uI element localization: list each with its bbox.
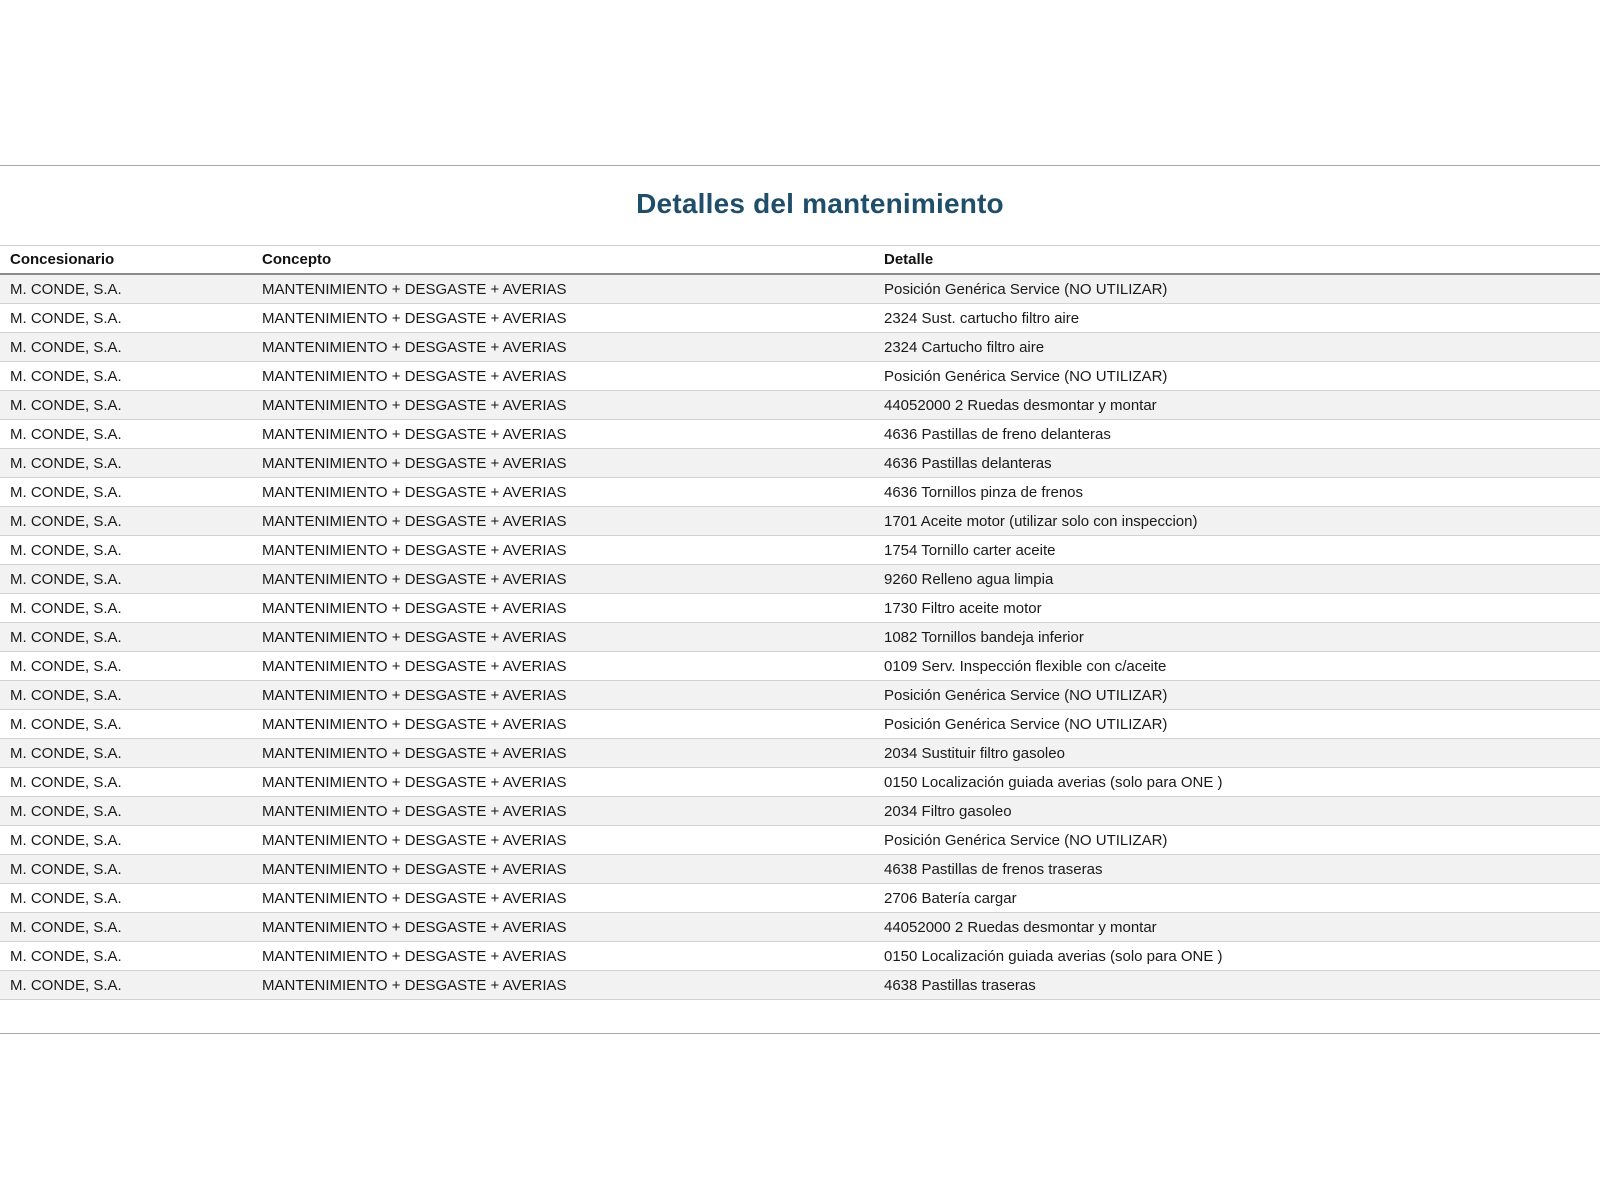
cell-detalle: 0150 Localización guiada averias (solo para ONE ) (874, 768, 1600, 797)
cell-concepto: MANTENIMIENTO + DESGASTE + AVERIAS (252, 391, 874, 420)
column-header-detalle: Detalle (874, 246, 1600, 275)
cell-concesionario: M. CONDE, S.A. (0, 420, 252, 449)
column-header-concesionario: Concesionario (0, 246, 252, 275)
table-row (0, 304, 1600, 333)
cell-concesionario: M. CONDE, S.A. (0, 652, 252, 681)
cell-detalle: 2324 Sust. cartucho filtro aire (874, 304, 1600, 333)
table-row (0, 768, 1600, 797)
cell-concesionario: M. CONDE, S.A. (0, 913, 252, 942)
cell-concepto: MANTENIMIENTO + DESGASTE + AVERIAS (252, 797, 874, 826)
cell-detalle: Posición Genérica Service (NO UTILIZAR) (874, 362, 1600, 391)
cell-concesionario: M. CONDE, S.A. (0, 681, 252, 710)
cell-detalle: Posición Genérica Service (NO UTILIZAR) (874, 826, 1600, 855)
cell-concesionario: M. CONDE, S.A. (0, 884, 252, 913)
cell-concepto: MANTENIMIENTO + DESGASTE + AVERIAS (252, 739, 874, 768)
cell-concesionario: M. CONDE, S.A. (0, 507, 252, 536)
cell-concesionario: M. CONDE, S.A. (0, 333, 252, 362)
cell-detalle: 44052000 2 Ruedas desmontar y montar (874, 391, 1600, 420)
table-row (0, 420, 1600, 449)
cell-concesionario: M. CONDE, S.A. (0, 594, 252, 623)
table-row (0, 797, 1600, 826)
cell-concesionario: M. CONDE, S.A. (0, 274, 252, 304)
table-row (0, 536, 1600, 565)
cell-detalle: 2706 Batería cargar (874, 884, 1600, 913)
cell-detalle: 1754 Tornillo carter aceite (874, 536, 1600, 565)
table-row (0, 449, 1600, 478)
cell-concepto: MANTENIMIENTO + DESGASTE + AVERIAS (252, 710, 874, 739)
cell-concesionario: M. CONDE, S.A. (0, 449, 252, 478)
cell-concepto: MANTENIMIENTO + DESGASTE + AVERIAS (252, 362, 874, 391)
cell-concepto: MANTENIMIENTO + DESGASTE + AVERIAS (252, 971, 874, 1000)
cell-concesionario: M. CONDE, S.A. (0, 536, 252, 565)
table-row (0, 274, 1600, 304)
cell-concesionario: M. CONDE, S.A. (0, 391, 252, 420)
table-row (0, 884, 1600, 913)
cell-concesionario: M. CONDE, S.A. (0, 942, 252, 971)
table-row (0, 855, 1600, 884)
cell-concesionario: M. CONDE, S.A. (0, 710, 252, 739)
cell-concepto: MANTENIMIENTO + DESGASTE + AVERIAS (252, 768, 874, 797)
cell-detalle: Posición Genérica Service (NO UTILIZAR) (874, 710, 1600, 739)
table-row (0, 652, 1600, 681)
cell-detalle: 44052000 2 Ruedas desmontar y montar (874, 913, 1600, 942)
cell-detalle: 0150 Localización guiada averias (solo para ONE ) (874, 942, 1600, 971)
cell-detalle: 4636 Pastillas de freno delanteras (874, 420, 1600, 449)
cell-detalle: 0109 Serv. Inspección flexible con c/aceite (874, 652, 1600, 681)
cell-concesionario: M. CONDE, S.A. (0, 304, 252, 333)
cell-concepto: MANTENIMIENTO + DESGASTE + AVERIAS (252, 594, 874, 623)
cell-concepto: MANTENIMIENTO + DESGASTE + AVERIAS (252, 449, 874, 478)
cell-detalle: Posición Genérica Service (NO UTILIZAR) (874, 681, 1600, 710)
cell-concesionario: M. CONDE, S.A. (0, 855, 252, 884)
cell-concepto: MANTENIMIENTO + DESGASTE + AVERIAS (252, 536, 874, 565)
table-row (0, 681, 1600, 710)
cell-concepto: MANTENIMIENTO + DESGASTE + AVERIAS (252, 884, 874, 913)
cell-detalle: 4636 Pastillas delanteras (874, 449, 1600, 478)
cell-concesionario: M. CONDE, S.A. (0, 623, 252, 652)
table-row (0, 623, 1600, 652)
table-row (0, 826, 1600, 855)
table-row (0, 478, 1600, 507)
table-row (0, 507, 1600, 536)
table-row (0, 710, 1600, 739)
cell-detalle: 1730 Filtro aceite motor (874, 594, 1600, 623)
table-body (0, 274, 1600, 1000)
table-row (0, 362, 1600, 391)
cell-concepto: MANTENIMIENTO + DESGASTE + AVERIAS (252, 855, 874, 884)
cell-concepto: MANTENIMIENTO + DESGASTE + AVERIAS (252, 304, 874, 333)
table-row (0, 391, 1600, 420)
cell-concesionario: M. CONDE, S.A. (0, 565, 252, 594)
table-row (0, 942, 1600, 971)
cell-detalle: 4638 Pastillas de frenos traseras (874, 855, 1600, 884)
table-row (0, 971, 1600, 1000)
table-row (0, 333, 1600, 362)
table-row (0, 594, 1600, 623)
cell-concepto: MANTENIMIENTO + DESGASTE + AVERIAS (252, 507, 874, 536)
cell-concepto: MANTENIMIENTO + DESGASTE + AVERIAS (252, 565, 874, 594)
table-header-row (0, 246, 1600, 275)
cell-concesionario: M. CONDE, S.A. (0, 768, 252, 797)
cell-concepto: MANTENIMIENTO + DESGASTE + AVERIAS (252, 652, 874, 681)
table-row (0, 913, 1600, 942)
cell-concesionario: M. CONDE, S.A. (0, 826, 252, 855)
cell-detalle: 2034 Sustituir filtro gasoleo (874, 739, 1600, 768)
cell-concesionario: M. CONDE, S.A. (0, 739, 252, 768)
cell-concepto: MANTENIMIENTO + DESGASTE + AVERIAS (252, 826, 874, 855)
cell-detalle: 1082 Tornillos bandeja inferior (874, 623, 1600, 652)
cell-concesionario: M. CONDE, S.A. (0, 797, 252, 826)
cell-concesionario: M. CONDE, S.A. (0, 971, 252, 1000)
cell-detalle: 2034 Filtro gasoleo (874, 797, 1600, 826)
table-row (0, 565, 1600, 594)
cell-concesionario: M. CONDE, S.A. (0, 478, 252, 507)
cell-concepto: MANTENIMIENTO + DESGASTE + AVERIAS (252, 942, 874, 971)
cell-detalle: 2324 Cartucho filtro aire (874, 333, 1600, 362)
cell-detalle: 9260 Relleno agua limpia (874, 565, 1600, 594)
top-divider (0, 165, 1600, 166)
cell-concepto: MANTENIMIENTO + DESGASTE + AVERIAS (252, 274, 874, 304)
column-header-concepto: Concepto (252, 246, 874, 275)
cell-concepto: MANTENIMIENTO + DESGASTE + AVERIAS (252, 623, 874, 652)
cell-concepto: MANTENIMIENTO + DESGASTE + AVERIAS (252, 333, 874, 362)
table-row (0, 739, 1600, 768)
cell-concepto: MANTENIMIENTO + DESGASTE + AVERIAS (252, 913, 874, 942)
cell-concepto: MANTENIMIENTO + DESGASTE + AVERIAS (252, 681, 874, 710)
cell-detalle: 4636 Tornillos pinza de frenos (874, 478, 1600, 507)
bottom-divider (0, 1033, 1600, 1034)
page-title: Detalles del mantenimiento (636, 188, 1004, 219)
cell-detalle: 4638 Pastillas traseras (874, 971, 1600, 1000)
cell-concepto: MANTENIMIENTO + DESGASTE + AVERIAS (252, 478, 874, 507)
cell-detalle: 1701 Aceite motor (utilizar solo con inspeccion) (874, 507, 1600, 536)
cell-concepto: MANTENIMIENTO + DESGASTE + AVERIAS (252, 420, 874, 449)
cell-detalle: Posición Genérica Service (NO UTILIZAR) (874, 274, 1600, 304)
cell-concesionario: M. CONDE, S.A. (0, 362, 252, 391)
maintenance-table (0, 245, 1600, 1000)
